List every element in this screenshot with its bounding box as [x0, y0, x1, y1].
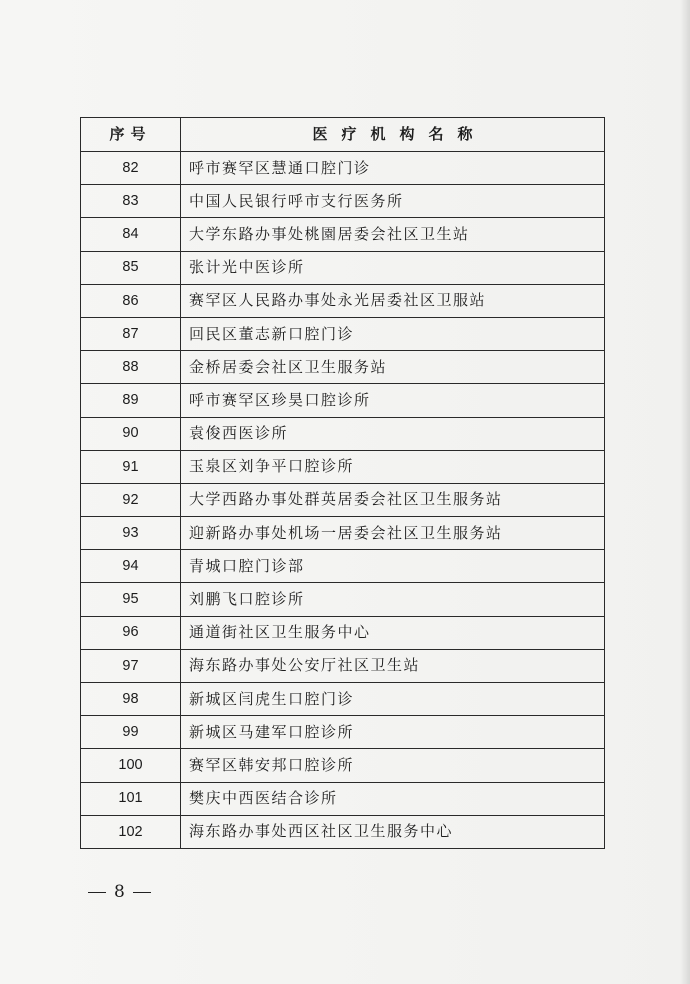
row-serial-number: 84 [81, 218, 181, 251]
row-institution-name: 迎新路办事处机场一居委会社区卫生服务站 [181, 517, 605, 550]
row-serial-number: 96 [81, 616, 181, 649]
row-serial-number: 91 [81, 450, 181, 483]
row-serial-number: 99 [81, 716, 181, 749]
row-institution-name: 回民区董志新口腔门诊 [181, 317, 605, 350]
row-institution-name: 海东路办事处西区社区卫生服务中心 [181, 815, 605, 848]
table-row [81, 815, 605, 848]
page-edge-shadow [680, 0, 690, 984]
table-row [81, 284, 605, 317]
row-institution-name: 大学西路办事处群英居委会社区卫生服务站 [181, 483, 605, 516]
table-row [81, 152, 605, 185]
table-row [81, 251, 605, 284]
page-number-left-dash [88, 892, 106, 893]
row-institution-name: 呼市赛罕区珍昊口腔诊所 [181, 384, 605, 417]
table-row [81, 483, 605, 516]
row-institution-name: 刘鹏飞口腔诊所 [181, 583, 605, 616]
row-institution-name: 樊庆中西医结合诊所 [181, 782, 605, 815]
row-serial-number: 89 [81, 384, 181, 417]
row-institution-name: 新城区马建军口腔诊所 [181, 716, 605, 749]
table-row [81, 583, 605, 616]
row-serial-number: 94 [81, 550, 181, 583]
row-serial-number: 88 [81, 351, 181, 384]
row-institution-name: 海东路办事处公安厅社区卫生站 [181, 649, 605, 682]
header-institution-name: 医疗机构名称 [181, 118, 605, 152]
row-institution-name: 赛罕区人民路办事处永光居委社区卫服站 [181, 284, 605, 317]
table-row [81, 550, 605, 583]
row-institution-name: 通道街社区卫生服务中心 [181, 616, 605, 649]
row-serial-number: 92 [81, 483, 181, 516]
row-serial-number: 83 [81, 185, 181, 218]
table-row [81, 649, 605, 682]
row-serial-number: 98 [81, 683, 181, 716]
row-serial-number: 86 [81, 284, 181, 317]
table-row [81, 351, 605, 384]
row-serial-number: 85 [81, 251, 181, 284]
table-row [81, 749, 605, 782]
row-serial-number: 93 [81, 517, 181, 550]
row-institution-name: 呼市赛罕区慧通口腔门诊 [181, 152, 605, 185]
table-row [81, 782, 605, 815]
page-number-value: 8 [114, 882, 125, 902]
table-row [81, 317, 605, 350]
row-institution-name: 新城区闫虎生口腔门诊 [181, 683, 605, 716]
header-serial-number: 序号 [81, 118, 181, 152]
row-serial-number: 102 [81, 815, 181, 848]
table-row [81, 185, 605, 218]
institution-table [80, 117, 605, 849]
row-institution-name: 大学东路办事处桃園居委会社区卫生站 [181, 218, 605, 251]
row-serial-number: 82 [81, 152, 181, 185]
table-row [81, 384, 605, 417]
page-number [88, 882, 151, 902]
row-institution-name: 赛罕区韩安邦口腔诊所 [181, 749, 605, 782]
table-row [81, 716, 605, 749]
table-row [81, 218, 605, 251]
row-institution-name: 青城口腔门诊部 [181, 550, 605, 583]
table-row [81, 517, 605, 550]
table-row [81, 417, 605, 450]
row-serial-number: 97 [81, 649, 181, 682]
page-number-right-dash [133, 892, 151, 893]
table-row [81, 450, 605, 483]
row-serial-number: 90 [81, 417, 181, 450]
table-row [81, 683, 605, 716]
row-serial-number: 101 [81, 782, 181, 815]
row-institution-name: 玉泉区刘争平口腔诊所 [181, 450, 605, 483]
row-institution-name: 袁俊西医诊所 [181, 417, 605, 450]
row-serial-number: 95 [81, 583, 181, 616]
row-institution-name: 金桥居委会社区卫生服务站 [181, 351, 605, 384]
row-institution-name: 中国人民银行呼市支行医务所 [181, 185, 605, 218]
table-header-row [81, 118, 605, 152]
row-serial-number: 87 [81, 317, 181, 350]
row-institution-name: 张计光中医诊所 [181, 251, 605, 284]
row-serial-number: 100 [81, 749, 181, 782]
table-row [81, 616, 605, 649]
